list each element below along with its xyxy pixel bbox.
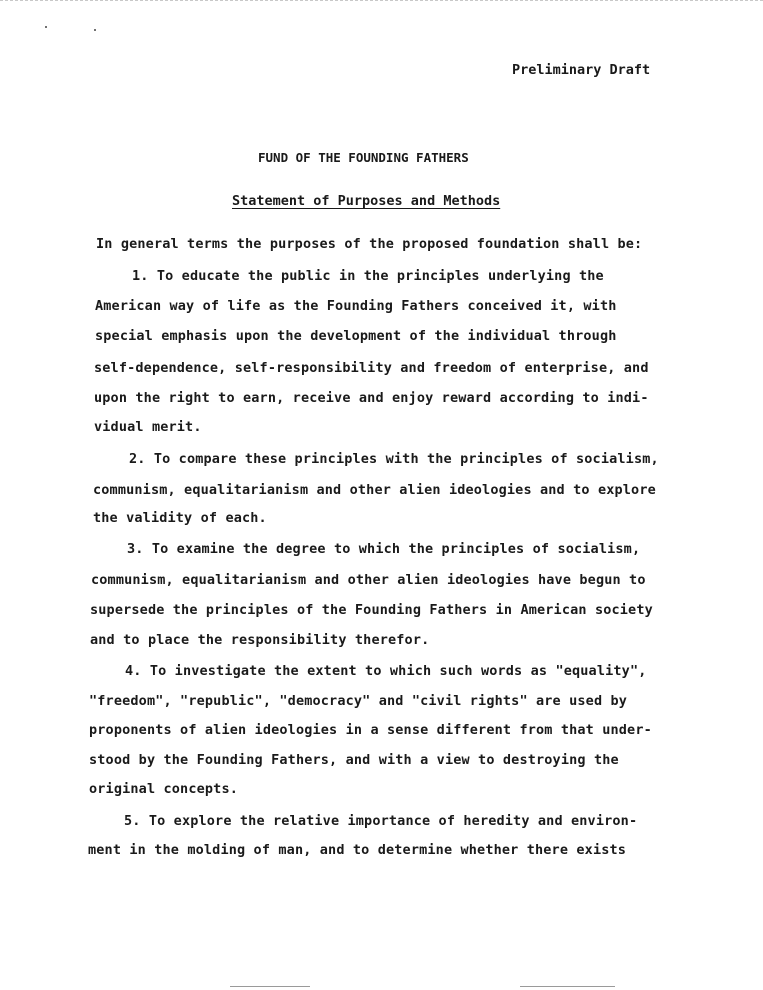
text-line: 3. To examine the degree to which the principles of socialism, <box>127 541 641 557</box>
text-line: proponents of alien ideologies in a sense different from that under- <box>89 722 652 738</box>
text-line: 5. To explore the relative importance of heredity and environ- <box>124 813 638 829</box>
page-bottom-mark <box>520 986 615 987</box>
text-line: the validity of each. <box>93 510 267 526</box>
preliminary-draft-label: Preliminary Draft <box>512 62 651 78</box>
text-line: vidual merit. <box>94 419 202 435</box>
scan-speck <box>94 29 96 31</box>
document-title: FUND OF THE FOUNDING FATHERS <box>258 150 469 165</box>
text-line: original concepts. <box>89 781 238 797</box>
text-line: self-dependence, self-responsibility and freedom of enterprise, and <box>94 360 649 376</box>
page-bottom-mark <box>230 986 310 987</box>
text-line: communism, equalitarianism and other alien ideologies and to explore <box>93 482 656 498</box>
text-line: American way of life as the Founding Fathers conceived it, with <box>95 298 617 314</box>
text-line: 2. To compare these principles with the principles of socialism, <box>129 451 659 467</box>
text-line: and to place the responsibility therefor. <box>90 632 430 648</box>
text-line: upon the right to earn, receive and enjoy reward according to indi- <box>94 390 649 406</box>
text-line: ment in the molding of man, and to determine whether there exists <box>88 842 627 858</box>
scan-speck <box>45 26 47 28</box>
text-line: supersede the principles of the Founding Fathers in American society <box>90 602 653 618</box>
text-line: In general terms the purposes of the proposed foundation shall be: <box>96 236 643 252</box>
text-line: special emphasis upon the development of the individual through <box>95 328 617 344</box>
page-top-edge <box>0 0 763 3</box>
text-line: "freedom", "republic", "democracy" and "civil rights" are used by <box>89 693 628 709</box>
text-line: stood by the Founding Fathers, and with a view to destroying the <box>89 752 619 768</box>
text-line: communism, equalitarianism and other alien ideologies have begun to <box>91 572 646 588</box>
text-line: 1. To educate the public in the principles underlying the <box>132 268 604 284</box>
text-line: 4. To investigate the extent to which such words as "equality", <box>125 663 647 679</box>
document-subtitle: Statement of Purposes and Methods <box>232 193 501 209</box>
